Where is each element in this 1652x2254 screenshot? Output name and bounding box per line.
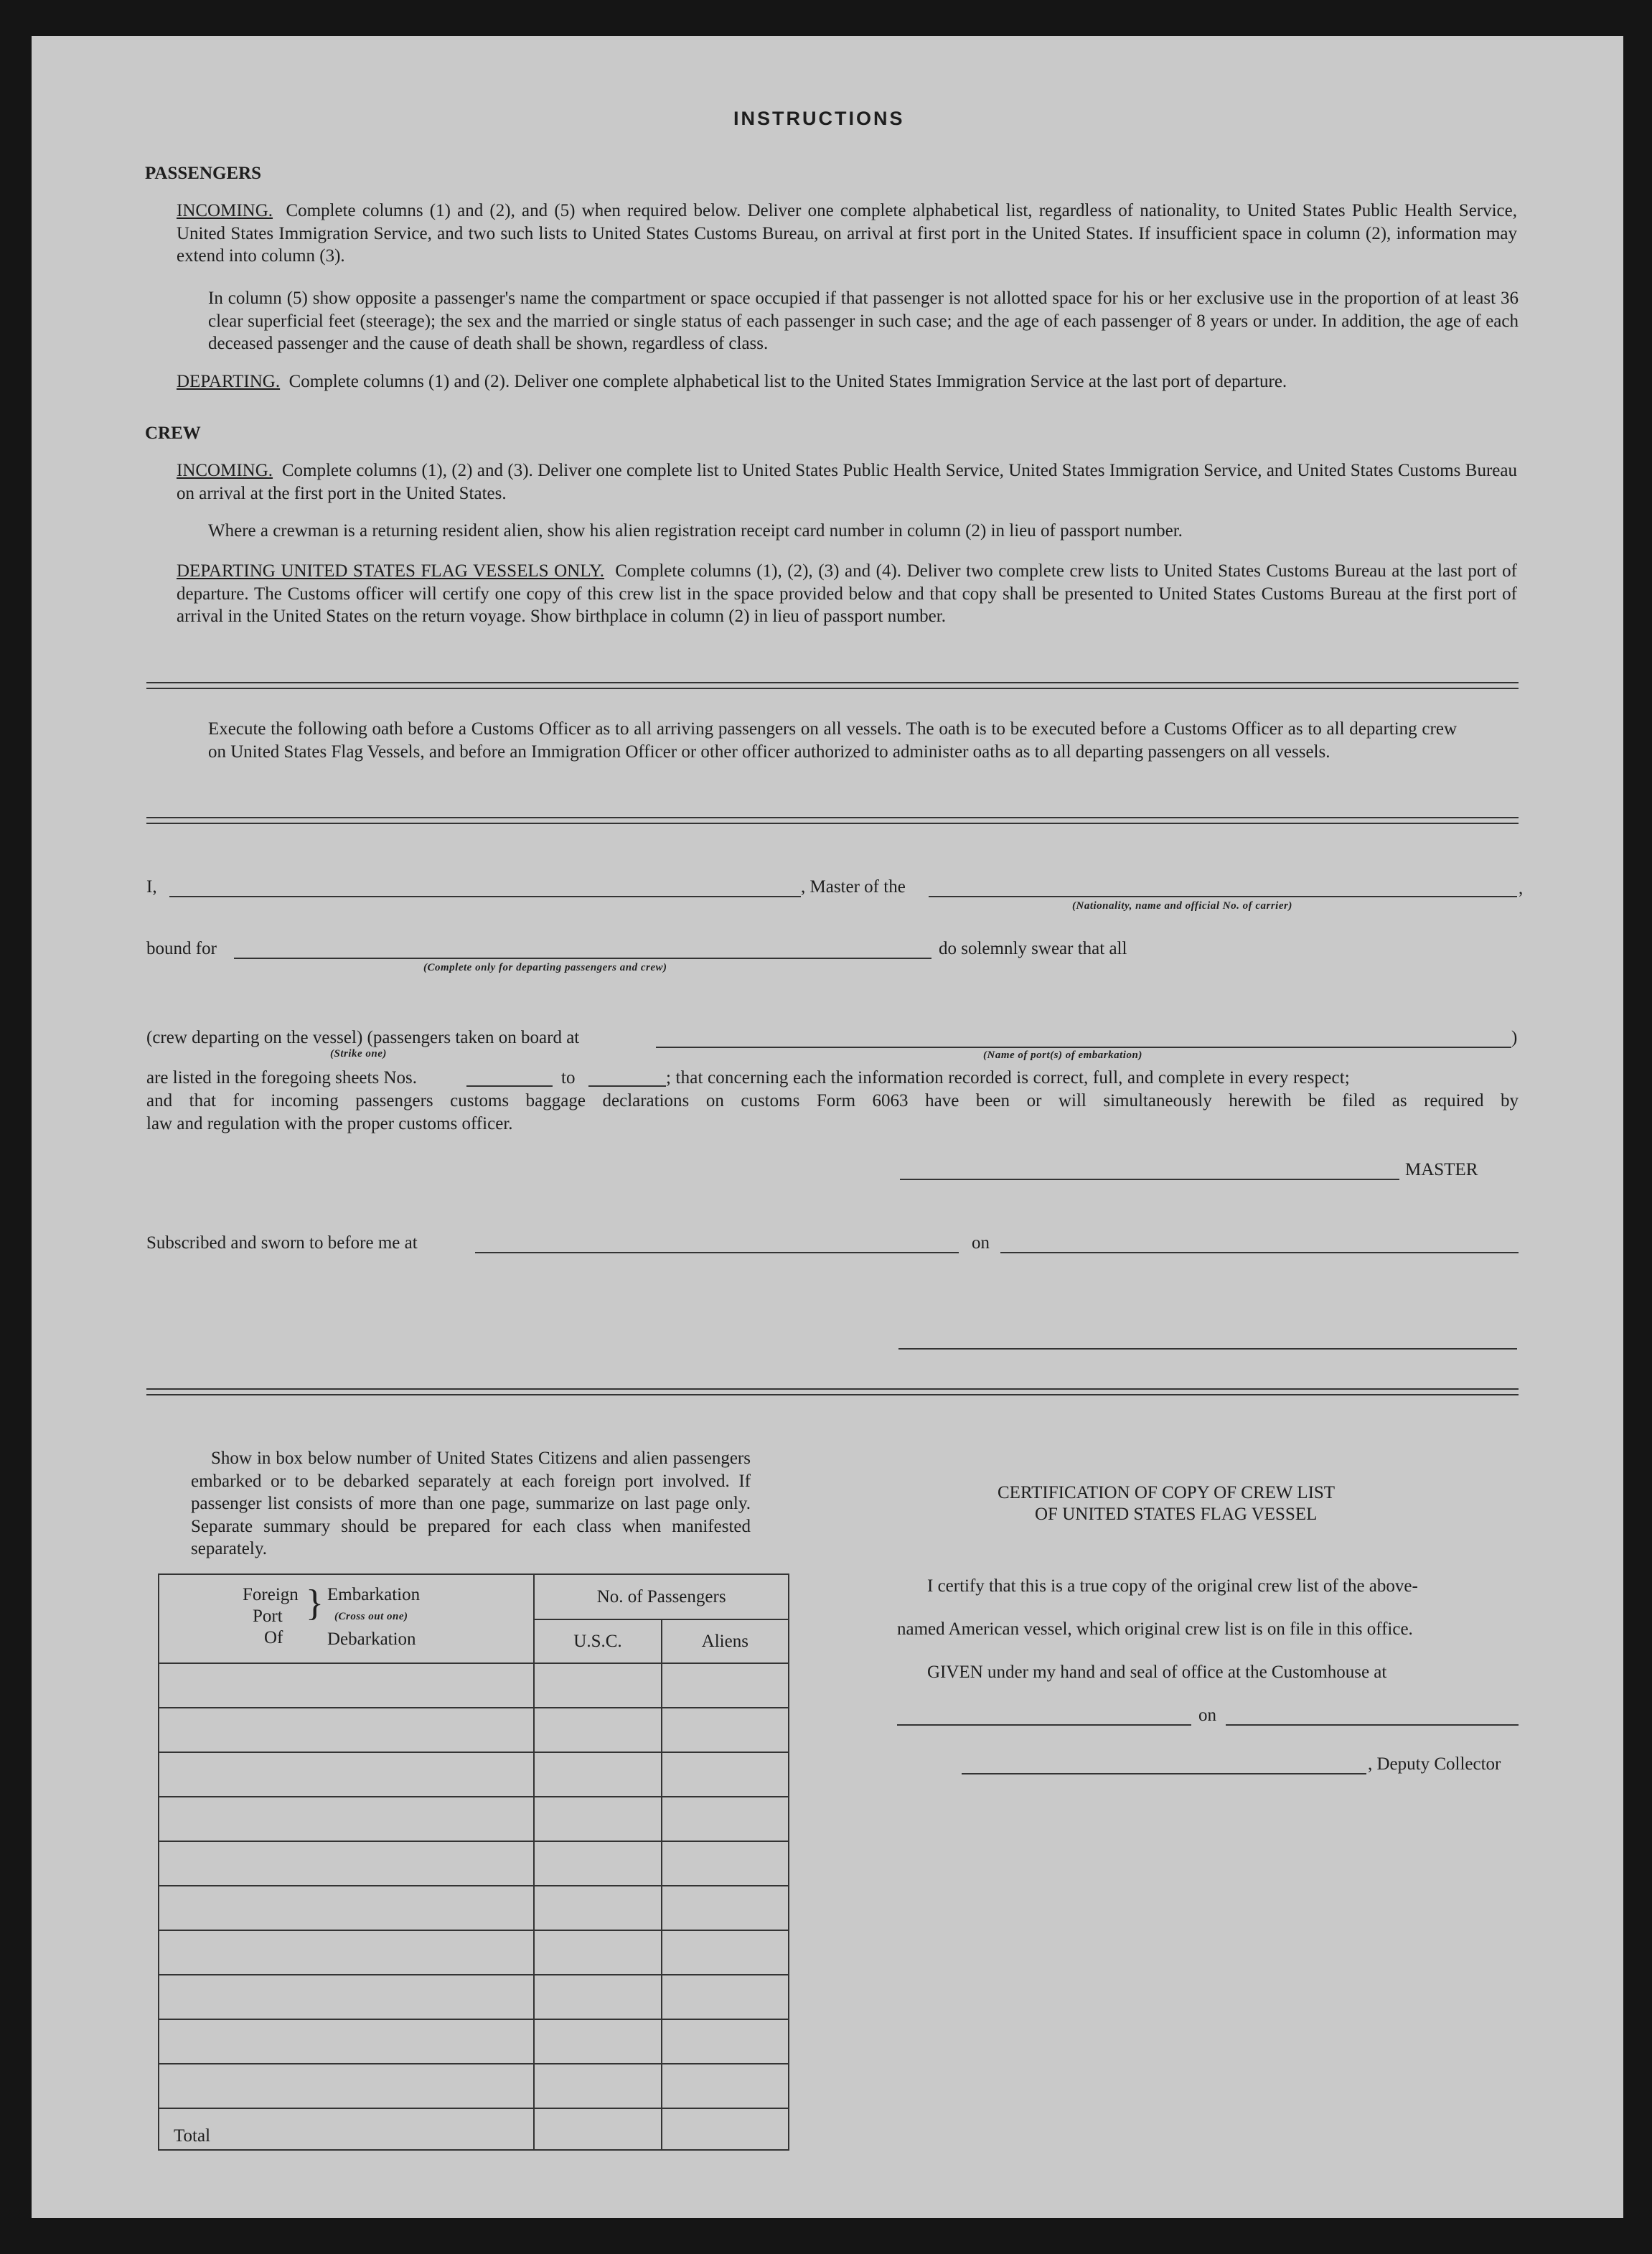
sworn-place-field[interactable] <box>475 1252 959 1253</box>
usc-header: U.S.C. <box>534 1619 661 1663</box>
usc-cell[interactable] <box>534 1886 661 1930</box>
master-label: MASTER <box>1405 1160 1478 1179</box>
double-divider <box>146 682 1519 689</box>
oath-i-label: I, <box>146 877 157 897</box>
usc-cell[interactable] <box>534 1663 661 1708</box>
carrier-field[interactable] <box>929 896 1517 897</box>
master-name-field[interactable] <box>169 896 801 897</box>
on-label: on <box>972 1233 990 1253</box>
usc-cell[interactable] <box>534 2019 661 2064</box>
swear-label: do solemnly swear that all <box>939 939 1127 958</box>
crew-incoming-lead: INCOMING. <box>177 461 273 480</box>
passengers-departing-lead: DEPARTING. <box>177 372 281 391</box>
certify-line-1: I certify that this is a true copy of the original crew list of the above- <box>927 1576 1418 1596</box>
passengers-column5-paragraph: In column (5) show opposite a passenger's name the compartment or space occupied if that passenger is not allotted space for his or her exclusive use in the proportion of at least 36 clear superficial feet (steerage); the sex and the married or single status of each passenger in such case; and the age of each passenger of 8 years or under. In addition, the age of each deceased passenger and the cause of death shall be shown, regardless of class. <box>208 289 1519 353</box>
aliens-total-cell[interactable] <box>662 2108 789 2150</box>
passenger-summary-table <box>158 1573 789 2151</box>
subscribed-label: Subscribed and sworn to before me at <box>146 1233 418 1253</box>
certify-line-2: named American vessel, which original crew list is on file in this office. <box>897 1619 1413 1639</box>
passengers-incoming-lead: INCOMING. <box>177 201 273 220</box>
brace-icon: } <box>306 1583 324 1624</box>
form-page <box>32 36 1623 2218</box>
sheets-suffix: ; that concerning each the information recorded is correct, full, and complete in every respect; <box>666 1068 1350 1088</box>
of-label: Of <box>264 1628 283 1647</box>
passengers-incoming-paragraph <box>177 200 1517 268</box>
port-cell[interactable] <box>159 2019 534 2064</box>
usc-cell[interactable] <box>534 1708 661 1752</box>
aliens-cell[interactable] <box>662 2064 789 2108</box>
deputy-signature-field[interactable] <box>962 1773 1366 1774</box>
oath-instruction: Execute the following oath before a Customs Officer as to all arriving passengers on all vessels. The oath is to be executed before a Customs Officer as to all departing crew on United States Flag Vessels, and before an Immigration Officer or other officer authorized to administer oaths as to all departing passengers on all vessels. <box>208 719 1457 762</box>
port-cell[interactable] <box>159 2064 534 2108</box>
port-cell[interactable] <box>159 1708 534 1752</box>
table-row <box>159 1886 789 1930</box>
debarkation-label: Debarkation <box>327 1629 416 1649</box>
table-row <box>159 2019 789 2064</box>
port-cell[interactable] <box>159 1930 534 1975</box>
table-row <box>159 1663 789 1708</box>
foreign-label: Foreign <box>243 1585 299 1604</box>
table-row <box>159 1797 789 1841</box>
double-divider <box>146 1388 1519 1395</box>
port-cell[interactable] <box>159 1797 534 1841</box>
sheet-from-field[interactable] <box>466 1085 553 1087</box>
usc-cell[interactable] <box>534 2064 661 2108</box>
crew-departing-text: Complete columns (1), (2), (3) and (4). Deliver two complete crew lists to United States Customs Bureau at the last port of departure. The Customs officer will certify one copy of this crew list in the space provided below and that copy shall be presented to United States Customs Bureau at the first port of arrival in the United States on the return voyage. Show birthplace in column (2) in lieu of passport number. <box>177 561 1517 626</box>
cert-date-field[interactable] <box>1226 1724 1519 1726</box>
page-title: INSTRUCTIONS <box>733 108 905 129</box>
ports-hint: (Name of port(s) of embarkation) <box>983 1049 1142 1061</box>
port-cell[interactable] <box>159 1663 534 1708</box>
embarkation-ports-field[interactable] <box>656 1047 1511 1048</box>
box-instruction: Show in box below number of United States Citizens and alien passengers embarked or to be debarked separately at each foreign port involved. If passenger list consists of more than one page, summarize on last page only. Separate summary should be prepared for each class when manifested separately. <box>191 1449 751 1558</box>
aliens-cell[interactable] <box>662 2019 789 2064</box>
embarkation-label: Embarkation <box>327 1585 421 1604</box>
table-row <box>159 2064 789 2108</box>
departing-hint: (Complete only for departing passengers and crew) <box>423 962 667 973</box>
aliens-cell[interactable] <box>662 1797 789 1841</box>
sheets-to: to <box>561 1068 576 1088</box>
aliens-cell[interactable] <box>662 1708 789 1752</box>
usc-cell[interactable] <box>534 1752 661 1797</box>
given-line: GIVEN under my hand and seal of office at the Customhouse at <box>927 1663 1387 1682</box>
bound-for-field[interactable] <box>234 958 931 959</box>
port-header-cell <box>159 1574 534 1663</box>
passengers-incoming-text: Complete columns (1) and (2), and (5) when required below. Deliver one complete alphabetical list, regardless of nationality, to United States Public Health Service, United States Immigration Service, and two such lists to United States Customs Bureau, on arrival at first port in the United States. If insufficient space in column (2), information may extend into column (3). <box>177 201 1518 266</box>
bound-for-label: bound for <box>146 939 217 958</box>
passengers-departing-text: Complete columns (1) and (2). Deliver one complete alphabetical list to the United States Immigration Service at the last port of departure. <box>288 372 1287 391</box>
port-cell[interactable] <box>159 1752 534 1797</box>
port-cell[interactable] <box>159 1886 534 1930</box>
table-row <box>159 1930 789 1975</box>
crew-incoming-paragraph <box>177 459 1517 505</box>
sheets-prefix: are listed in the foregoing sheets Nos. <box>146 1068 417 1088</box>
usc-total-cell[interactable] <box>534 2108 661 2150</box>
aliens-cell[interactable] <box>662 1975 789 2019</box>
usc-cell[interactable] <box>534 1975 661 2019</box>
crew-departing-paragraph <box>177 560 1517 628</box>
oath-line-3: law and regulation with the proper customs officer. <box>146 1114 513 1133</box>
crew-heading: CREW <box>145 424 201 443</box>
aliens-cell[interactable] <box>662 1752 789 1797</box>
aliens-cell[interactable] <box>662 1841 789 1886</box>
usc-cell[interactable] <box>534 1930 661 1975</box>
aliens-cell[interactable] <box>662 1886 789 1930</box>
sheet-to-field[interactable] <box>588 1085 666 1087</box>
strike-one-hint: (Strike one) <box>330 1048 387 1060</box>
port-cell[interactable] <box>159 1975 534 2019</box>
comma-label: , <box>1519 879 1524 898</box>
double-divider <box>146 817 1519 824</box>
certification-title-2: OF UNITED STATES FLAG VESSEL <box>1035 1505 1318 1524</box>
aliens-cell[interactable] <box>662 1930 789 1975</box>
cross-out-hint: (Cross out one) <box>334 1611 408 1622</box>
customhouse-field[interactable] <box>897 1724 1191 1726</box>
nationality-hint: (Nationality, name and official No. of carrier) <box>1072 900 1292 912</box>
crew-incoming-text: Complete columns (1), (2) and (3). Deliver one complete list to United States Public Health Service, United States Immigration Service, and United States Customs Bureau on arrival at the first port in the United States. <box>177 461 1517 503</box>
crew-departing-lead: DEPARTING UNITED STATES FLAG VESSELS ONLY. <box>177 561 605 581</box>
passengers-departing-paragraph <box>177 370 1517 393</box>
oath-line-2: and that for incoming passengers customs baggage declarations on customs Form 6063 have been or will simultaneously herewith be filed as required by <box>146 1091 1519 1110</box>
table-row <box>159 1975 789 2019</box>
sworn-date-field[interactable] <box>1000 1252 1519 1253</box>
table-row <box>159 1752 789 1797</box>
master-signature-field[interactable] <box>900 1179 1399 1180</box>
deputy-collector-label: , Deputy Collector <box>1368 1754 1501 1774</box>
certification-title-1: CERTIFICATION OF COPY OF CREW LIST <box>998 1483 1336 1502</box>
crew-crewman-paragraph: Where a crewman is a returning resident alien, show his alien registration receipt card number in column (2) in lieu of passport number. <box>208 521 1183 541</box>
port-label: Port <box>253 1607 283 1626</box>
passengers-heading: PASSENGERS <box>145 164 262 183</box>
total-label: Total <box>159 2108 534 2150</box>
table-row <box>159 1841 789 1886</box>
total-row <box>159 2108 789 2150</box>
table-row <box>159 1708 789 1752</box>
aliens-cell[interactable] <box>662 1663 789 1708</box>
usc-cell[interactable] <box>534 1797 661 1841</box>
master-of-label: , Master of the <box>801 877 906 897</box>
officer-signature-field[interactable] <box>898 1348 1517 1350</box>
no-passengers-header: No. of Passengers <box>534 1574 789 1619</box>
usc-cell[interactable] <box>534 1841 661 1886</box>
crew-departing-label: (crew departing on the vessel) (passengers taken on board at <box>146 1028 580 1047</box>
cert-on-label: on <box>1198 1706 1216 1725</box>
close-paren: ) <box>1511 1028 1518 1047</box>
port-cell[interactable] <box>159 1841 534 1886</box>
aliens-header: Aliens <box>662 1619 789 1663</box>
